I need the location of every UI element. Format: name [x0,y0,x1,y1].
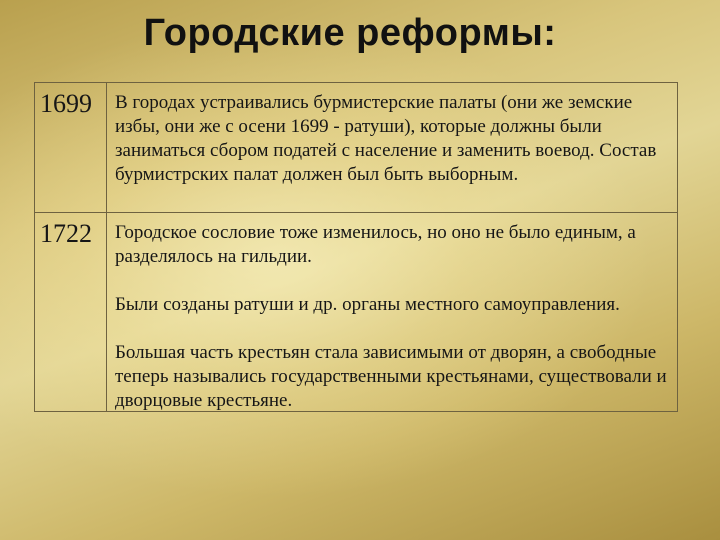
description-paragraph: Были созданы ратуши и др. органы местного самоуправления. [115,294,620,315]
column-divider [106,213,107,411]
table-row [35,83,677,213]
description-paragraph: Городское сословие тоже изменилось, но оно не было единым, а разделялось на гильдии. [115,222,636,267]
year-cell: 1722 [40,219,92,248]
table-row [35,213,677,411]
page-title: Городские реформы: [143,12,557,54]
column-divider [106,83,107,212]
description-paragraph: В городах устраивались бурмистерские палаты (они же земские избы, они же с осени 1699 - ратуши), которые должны были заниматься сбором податей с население и заменить воевод. Состав бурмистрских палат должен был быть выборным. [115,92,657,185]
year-cell: 1699 [40,89,92,118]
description-paragraph: Большая часть крестьян стала зависимыми от дворян, а свободные теперь назывались государственными крестьянами, существовали и дворцовые крестьяне. [115,342,667,411]
description-cell [115,91,675,187]
description-cell [115,221,675,413]
reforms-table [34,82,678,412]
